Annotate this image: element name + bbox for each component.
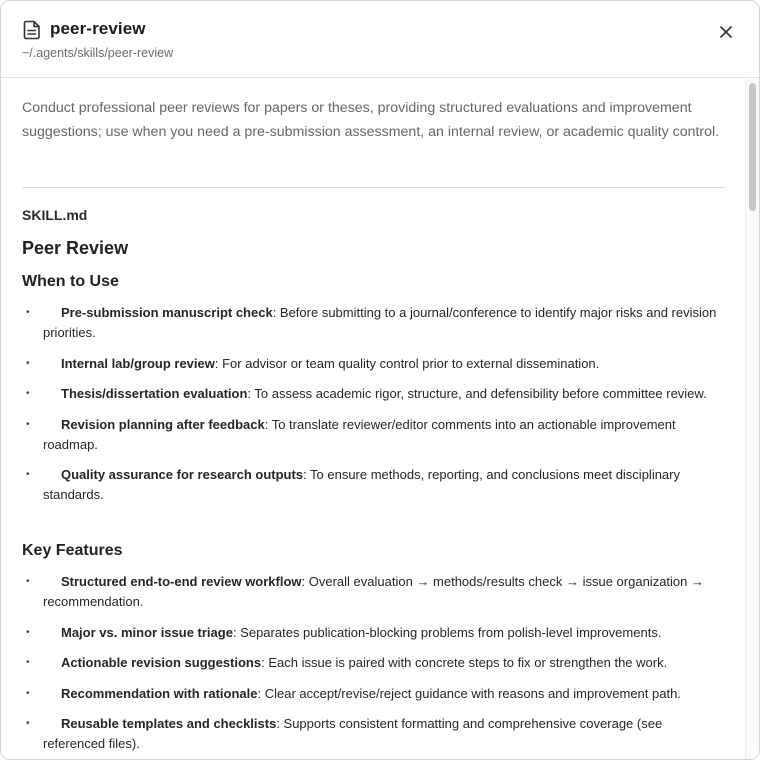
list-item: • Structured end-to-end review workflow: Overall evaluation → methods/results check → issue organization → recommendation. [26,574,704,609]
scrollbar-thumb[interactable] [749,83,756,211]
list-item: • Reusable templates and checklists: Supports consistent formatting and comprehensive coverage (see referenced files). [26,716,663,751]
section-heading-when-to-use: When to Use [22,273,119,290]
list-item: • Revision planning after feedback: To translate reviewer/editor comments into an actionable improvement roadmap. [26,416,676,452]
dialog-content[interactable] [1,79,745,760]
file-text-icon [23,20,41,40]
skill-description: Conduct professional peer reviews for papers or theses, providing structured evaluations and improvement suggestions; use when you need a pre-submission assessment, an internal review, or academic quality control. [22,100,720,140]
file-name: SKILL.md [22,207,88,223]
list-item: • Recommendation with rationale: Clear accept/revise/reject guidance with reasons and improvement path. [26,685,681,701]
list-item: • Internal lab/group review: For advisor or team quality control prior to external dissemination. [26,355,600,371]
list-item: • Thesis/dissertation evaluation: To assess academic rigor, structure, and defensibility before committee review. [26,386,707,401]
divider [22,187,725,188]
close-button[interactable] [714,20,738,44]
vertical-scrollbar[interactable] [745,79,759,760]
dialog-title: peer-review [50,19,146,38]
when-to-use-list [26,303,725,516]
key-features-list [26,572,725,760]
dialog-header [1,1,759,78]
list-item: • Actionable revision suggestions: Each issue is paired with concrete steps to fix or strengthen the work. [26,655,668,670]
list-item: • Pre-submission manuscript check: Before submitting to a journal/conference to identify major risks and revision priorities. [26,305,717,340]
skill-path: ~/.agents/skills/peer-review [22,46,174,60]
section-heading-key-features: Key Features [22,542,123,559]
list-item: • Major vs. minor issue triage: Separates publication-blocking problems from polish-level improvements. [26,624,662,640]
close-icon [714,32,738,47]
doc-heading: Peer Review [22,238,129,258]
list-item: • Quality assurance for research outputs: To ensure methods, reporting, and conclusions meet disciplinary standards. [26,467,680,502]
